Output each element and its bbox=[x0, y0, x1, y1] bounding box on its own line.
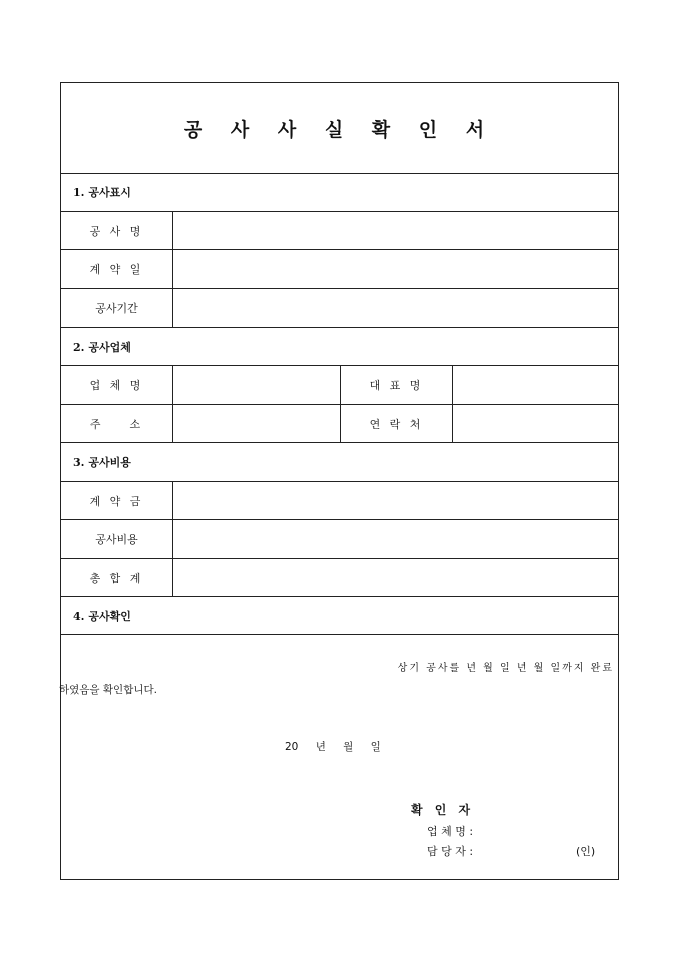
label-project-name: 공 사 명 bbox=[61, 212, 173, 249]
completion-date-line: 상기 공사를 년 월 일 년 월 일까지 완료 bbox=[397, 663, 614, 674]
value-representative[interactable] bbox=[453, 366, 618, 404]
row-project-name bbox=[61, 212, 618, 250]
label-total: 총 합 계 bbox=[61, 559, 173, 596]
row-period bbox=[61, 289, 618, 328]
value-contract-amount[interactable] bbox=[173, 482, 618, 519]
section-confirmation: 4. 공사확인 bbox=[61, 597, 618, 635]
label-contact: 연 락 처 bbox=[341, 405, 453, 442]
row-contract-date bbox=[61, 250, 618, 289]
row-address bbox=[61, 405, 618, 443]
label-address: 주 소 bbox=[61, 405, 173, 442]
label-representative: 대 표 명 bbox=[341, 366, 453, 404]
value-project-name[interactable] bbox=[173, 212, 618, 249]
label-contract-amount: 계 약 금 bbox=[61, 482, 173, 519]
row-construction-cost bbox=[61, 520, 618, 559]
document-title: 공 사 사 실 확 인 서 bbox=[61, 83, 618, 174]
value-construction-cost[interactable] bbox=[173, 520, 618, 558]
value-address[interactable] bbox=[173, 405, 341, 442]
confirmer-company-line: 업 체 명 : bbox=[427, 825, 474, 838]
confirmation-statement: 하였음을 확인합니다. bbox=[59, 684, 157, 696]
value-contract-date[interactable] bbox=[173, 250, 618, 288]
section-cost: 3. 공사비용 bbox=[61, 443, 618, 482]
row-total bbox=[61, 559, 618, 597]
label-company-name: 업 체 명 bbox=[61, 366, 173, 404]
signing-date: 20 년 월 일 bbox=[285, 741, 381, 753]
value-company-name[interactable] bbox=[173, 366, 341, 404]
value-period[interactable] bbox=[173, 289, 618, 327]
confirmation-area bbox=[61, 635, 618, 879]
label-construction-cost: 공사비용 bbox=[61, 520, 173, 558]
confirmer-title: 확 인 자 bbox=[411, 803, 475, 817]
row-contract-amount bbox=[61, 482, 618, 520]
value-total[interactable] bbox=[173, 559, 618, 596]
row-company bbox=[61, 366, 618, 405]
confirmer-manager-line: 담 당 자 : bbox=[427, 845, 474, 858]
section-company: 2. 공사업체 bbox=[61, 328, 618, 366]
section-work-info: 1. 공사표시 bbox=[61, 173, 618, 212]
value-contact[interactable] bbox=[453, 405, 618, 442]
seal-mark: (인) bbox=[576, 845, 596, 858]
label-contract-date: 계 약 일 bbox=[61, 250, 173, 288]
confirmation-form bbox=[60, 82, 619, 880]
label-period: 공사기간 bbox=[61, 289, 173, 327]
